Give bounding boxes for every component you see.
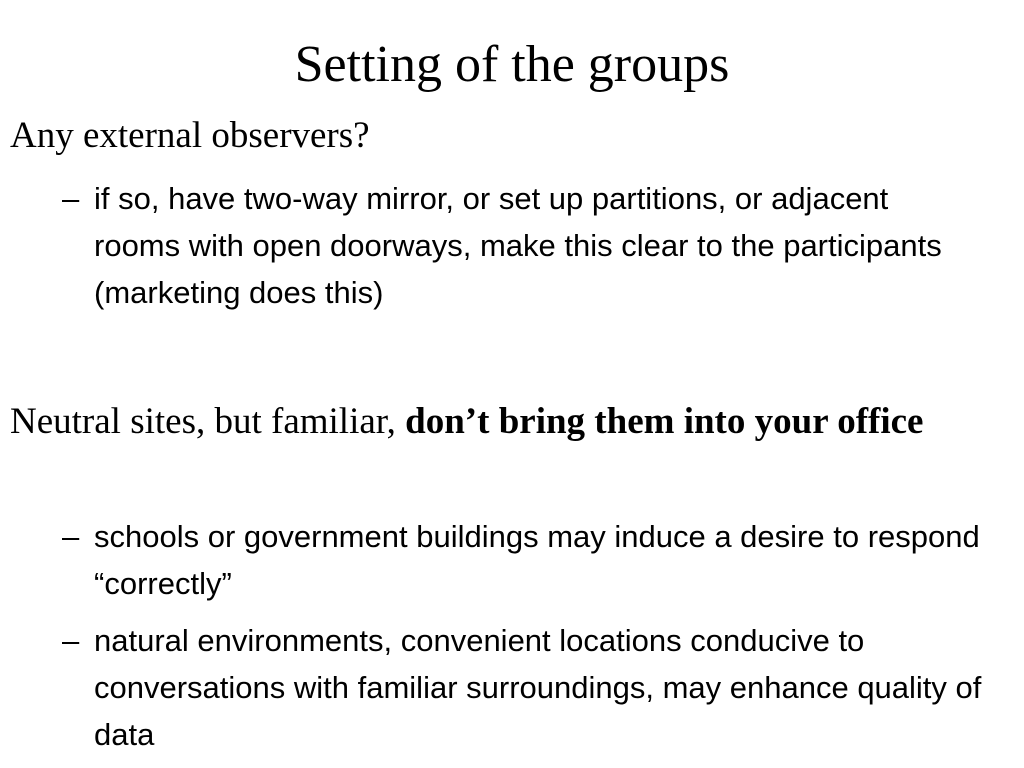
bullet-neutral-sites-bold-text: don’t bring them into your office	[405, 401, 924, 442]
bullet-neutral-sites-plain-text: Neutral sites, but familiar,	[10, 401, 406, 442]
dash-marker: –	[62, 623, 80, 658]
dash-marker: –	[62, 519, 80, 554]
bullet-external-observers-text: Any external observers?	[10, 115, 370, 156]
subbullet-natural-environments	[62, 617, 982, 758]
subbullet-schools	[62, 513, 982, 607]
bullet-neutral-sites	[10, 398, 1008, 446]
subbullet-observers-setup	[62, 175, 982, 316]
bullet-external-observers	[10, 112, 1008, 160]
dash-marker: –	[62, 181, 80, 216]
subbullet-natural-environments-text: natural environments, convenient locations conducive to conversations with familiar surroundings, may enhance quality of data	[94, 623, 982, 752]
subbullet-schools-text: schools or government buildings may induce a desire to respond “correctly”	[94, 519, 980, 601]
slide-title: Setting of the groups	[294, 36, 730, 93]
subbullet-observers-setup-text: if so, have two-way mirror, or set up partitions, or adjacent rooms with open doorways, make this clear to the participants (marketing does this)	[94, 181, 942, 310]
